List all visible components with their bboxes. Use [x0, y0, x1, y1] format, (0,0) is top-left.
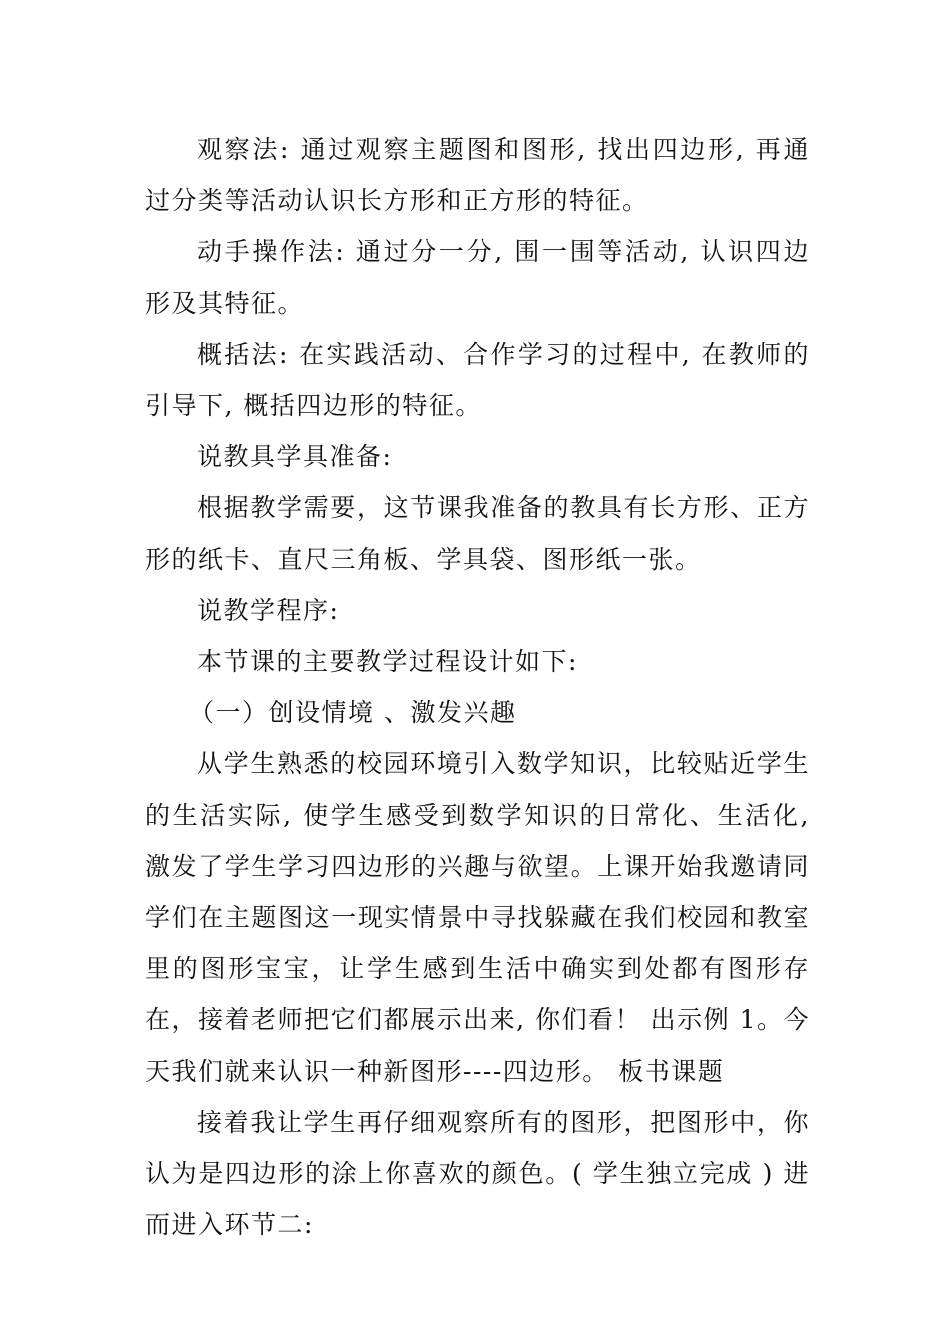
- document-body: [145, 124, 810, 1250]
- paragraph-procedure-intro: 本节课的主要教学过程设计如下:: [197, 647, 578, 677]
- paragraph-teaching-aids: 根据教学需要，这节课我准备的教具有长方形、正方形的纸卡、直尺三角板、学具袋、图形纸一张。: [145, 493, 810, 574]
- paragraph-observe-and-color: 接着我让学生再仔细观察所有的图形，把图形中，你认为是四边形的涂上你喜欢的颜色。( 学生独立完成 ) 进而进入环节二:: [145, 1107, 810, 1240]
- paragraph-hands-on-method: 动手操作法: 通过分一分, 围一围等活动, 认识四边形及其特征。: [145, 237, 810, 318]
- section-heading-teaching-aids: 说教具学具准备:: [197, 442, 393, 472]
- paragraph-summary-method: 概括法: 在实践活动、合作学习的过程中, 在教师的引导下, 概括四边形的特征。: [145, 339, 810, 421]
- paragraph-campus-introduction: 从学生熟悉的校园环境引入数学知识，比较贴近学生的生活实际, 使学生感受到数学知识的日常化、生活化, 激发了学生学习四边形的兴趣与欲望。上课开始我邀请同学们在主题图这一现实情景中寻找躲藏在我们校园和教室里的图形宝宝，让学生感到生活中确实到处都有图形存在，接着老师把它们都展示出来, 你们看！ 出示例 1。今天我们就来认识一种新图形----四边形。 板书课题: [145, 749, 810, 1086]
- paragraph-observation-method: 观察法: 通过观察主题图和图形, 找出四边形, 再通过分类等活动认识长方形和正方形的特征。: [145, 135, 810, 216]
- section-heading-teaching-procedure: 说教学程序:: [197, 595, 340, 625]
- subsection-heading-create-situation: （一）创设情境 、激发兴趣: [189, 698, 517, 728]
